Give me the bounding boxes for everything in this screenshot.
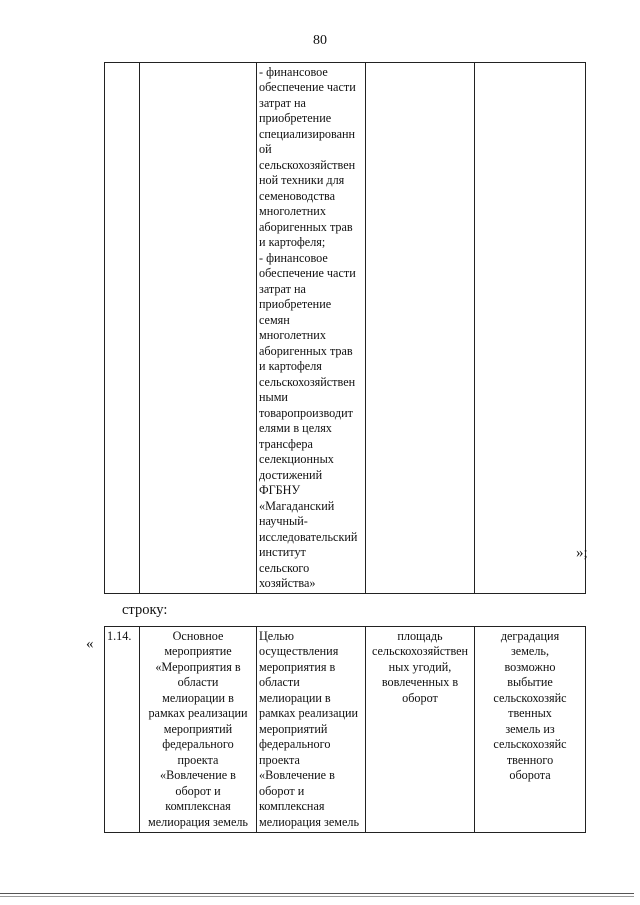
table-cell-name: [140, 63, 257, 594]
table-cell-goal: Целью осуществления мероприятия в области мелиорации в рамках реализации мероприятий федерального проекта «Вовлечение в оборот и комплексная мелиорация земель: [257, 627, 366, 833]
continuation-table: [104, 62, 586, 594]
table-cell-indicator: [366, 63, 475, 594]
new-row-table: [104, 626, 586, 833]
closing-quote: »;: [576, 545, 588, 561]
table-row: [105, 627, 586, 833]
table-cell-risk: [475, 63, 586, 594]
table-row: [105, 63, 586, 594]
table-cell-number: [105, 63, 140, 594]
table-cell-number: 1.14.: [105, 627, 140, 833]
page-number: 80: [313, 33, 327, 48]
row-label: строку:: [122, 602, 168, 618]
table-cell-goal: - финансовое обеспечение части затрат на приобретение специализированн ой сельскохозяйствен ной техники для семеноводства многолетних аборигенных трав и картофеля; - финансовое обеспечение части затрат на приобретение семян многолетних аборигенных трав и картофеля сельскохозяйствен ными товаропроизводит елями в целях трансфера селекционных достижений ФГБНУ «Магаданский научный- исследовательский институт сельского хозяйства»: [257, 63, 366, 594]
opening-quote: «: [86, 636, 94, 652]
table-cell-indicator: площадь сельскохозяйствен ных угодий, вовлеченных в оборот: [366, 627, 475, 833]
table-cell-name: Основное мероприятие «Мероприятия в области мелиорации в рамках реализации мероприятий федерального проекта «Вовлечение в оборот и комплексная мелиорация земель: [140, 627, 257, 833]
table-cell-risk: деградация земель, возможно выбытие сельскохозяйс твенных земель из сельскохозяйс твенного оборота: [475, 627, 586, 833]
footer-divider: [0, 896, 634, 897]
footer-divider: [0, 893, 634, 894]
